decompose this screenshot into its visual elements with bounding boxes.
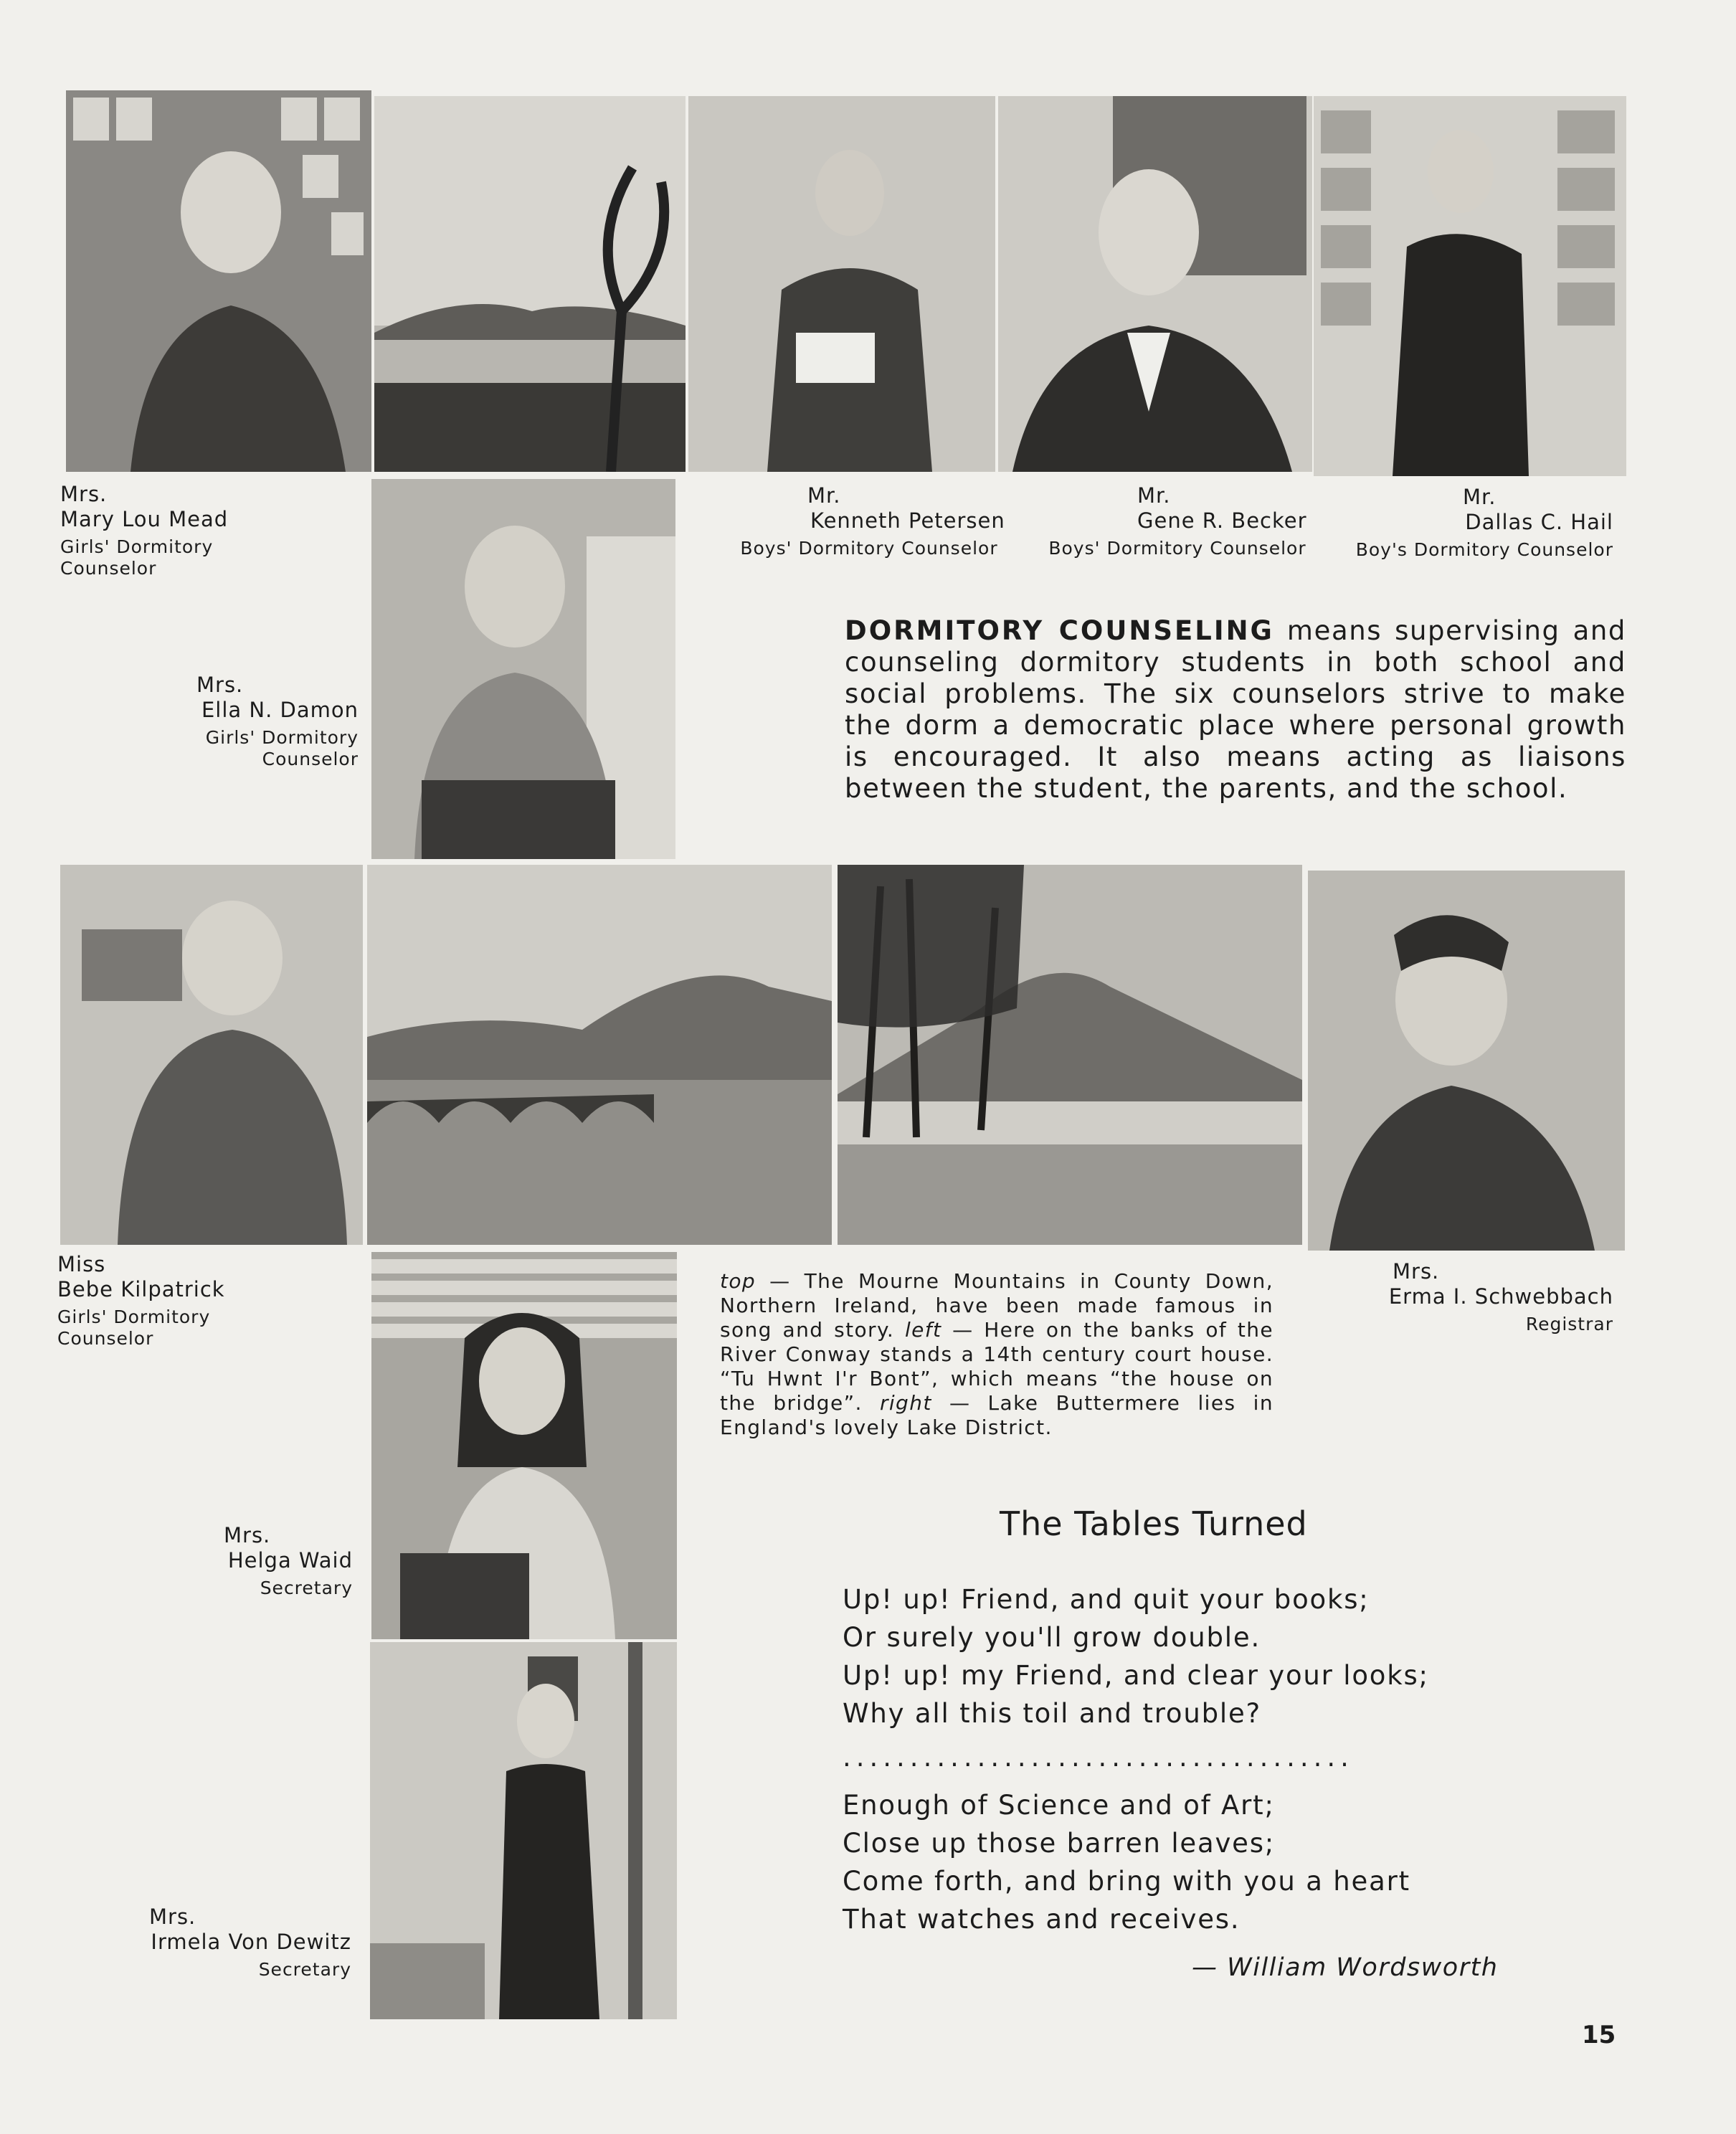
scene-left-label: left: [904, 1318, 942, 1342]
photo-river-conway-bridge: [367, 865, 832, 1245]
caption-title: Mrs.: [196, 673, 244, 697]
photo-gene-becker: [998, 96, 1312, 472]
photo-dallas-hail: [1314, 96, 1626, 476]
caption-bebe-kilpatrick: [57, 1252, 225, 1350]
caption-name: Dallas C. Hail: [1465, 509, 1613, 534]
caption-irmela-von-dewitz: [143, 1905, 351, 1981]
photo-erma-schwebbach: [1308, 871, 1625, 1251]
scene-right-text: — Lake Buttermere lies in England's lovely Lake District.: [720, 1391, 1273, 1439]
poem-line: Up! up! Friend, and quit your books;: [843, 1584, 1370, 1615]
caption-erma-schwebbach: [1362, 1259, 1613, 1335]
scene-right-label: right: [879, 1391, 932, 1415]
caption-title: Mr.: [807, 483, 841, 508]
caption-title: Mrs.: [149, 1905, 196, 1929]
poem-line: Close up those barren leaves;: [843, 1828, 1276, 1859]
photo-mary-lou-mead: [66, 90, 371, 472]
poem-title: The Tables Turned: [1000, 1504, 1308, 1543]
caption-role: Boy's Dormitory Counselor: [1355, 539, 1613, 560]
caption-title: Miss: [57, 1252, 106, 1276]
photo-irmela-von-dewitz: [370, 1642, 677, 2019]
poem-line: Or surely you'll grow double.: [843, 1622, 1261, 1653]
photo-kenneth-petersen: [688, 96, 995, 472]
poem-author: — William Wordsworth: [1192, 1953, 1499, 1982]
caption-name: Erma I. Schwebbach: [1388, 1284, 1613, 1309]
caption-title: Mrs.: [1393, 1259, 1440, 1284]
photo-ella-damon: [371, 479, 675, 859]
caption-role: Girls' Dormitory: [60, 536, 214, 557]
caption-role: Girls' Dormitory: [205, 726, 359, 748]
poem-line: Come forth, and bring with you a heart: [843, 1866, 1410, 1897]
caption-dallas-hail: [1342, 485, 1613, 561]
caption-kenneth-petersen: [733, 483, 1005, 559]
caption-role: Counselor: [60, 557, 157, 579]
poem-line: Up! up! my Friend, and clear your looks;: [843, 1660, 1429, 1691]
scene-caption: [720, 1269, 1273, 1440]
intro-body: means supervising and counseling dormitory students in both school and social problems. The six counselors strive to make the dorm a democratic place where personal growth is encouraged. It also means acting as liaisons between the student, the parents, and the school.: [845, 615, 1626, 804]
poem-line: That watches and receives.: [843, 1904, 1241, 1935]
caption-title: Mr.: [1137, 483, 1171, 508]
caption-name: Irmela Von Dewitz: [151, 1929, 351, 1954]
caption-name: Kenneth Petersen: [810, 508, 1005, 533]
poem-line: Why all this toil and trouble?: [843, 1698, 1261, 1729]
caption-mary-lou-mead: [60, 482, 228, 579]
caption-name: Mary Lou Mead: [60, 506, 229, 531]
caption-title: Mr.: [1463, 485, 1497, 509]
caption-role: Secretary: [260, 1577, 353, 1598]
scene-left-text: — Here on the banks of the River Conway stands a 14th century court house. “Tu Hwnt I'r Bont”, which means “the house on the bridge”.: [720, 1318, 1273, 1415]
caption-title: Mrs.: [224, 1523, 271, 1547]
caption-name: Bebe Kilpatrick: [57, 1276, 225, 1301]
caption-name: Gene R. Becker: [1137, 508, 1307, 533]
caption-name: Helga Waid: [227, 1547, 353, 1573]
photo-lake-buttermere: [838, 865, 1302, 1245]
photo-helga-waid: [371, 1252, 677, 1639]
caption-role: Boys' Dormitory Counselor: [1048, 537, 1306, 559]
intro-paragraph: [845, 615, 1626, 805]
intro-heading: DORMITORY COUNSELING: [845, 615, 1274, 646]
page-number: 15: [1582, 2021, 1616, 2049]
caption-role: Girls' Dormitory: [57, 1306, 211, 1327]
poem-line: Enough of Science and of Art;: [843, 1790, 1275, 1821]
poem-separator: ......................................: [843, 1742, 1354, 1773]
poem: [843, 1580, 1429, 1938]
caption-role: Counselor: [262, 748, 359, 769]
photo-bebe-kilpatrick: [60, 865, 363, 1245]
caption-gene-becker: [1044, 483, 1311, 559]
caption-role: Boys' Dormitory Counselor: [740, 537, 998, 559]
photo-lake-tree: [374, 96, 686, 472]
caption-role: Secretary: [258, 1958, 351, 1980]
caption-ella-damon: [172, 673, 359, 770]
caption-title: Mrs.: [60, 482, 108, 506]
scene-top-label: top: [720, 1269, 756, 1293]
scene-top-text: — The Mourne Mountains in County Down, Northern Ireland, have been made famous in song and story.: [720, 1269, 1273, 1342]
caption-name: Ella N. Damon: [201, 697, 359, 722]
caption-helga-waid: [179, 1523, 353, 1599]
caption-role: Counselor: [57, 1327, 154, 1349]
caption-role: Registrar: [1525, 1313, 1613, 1334]
